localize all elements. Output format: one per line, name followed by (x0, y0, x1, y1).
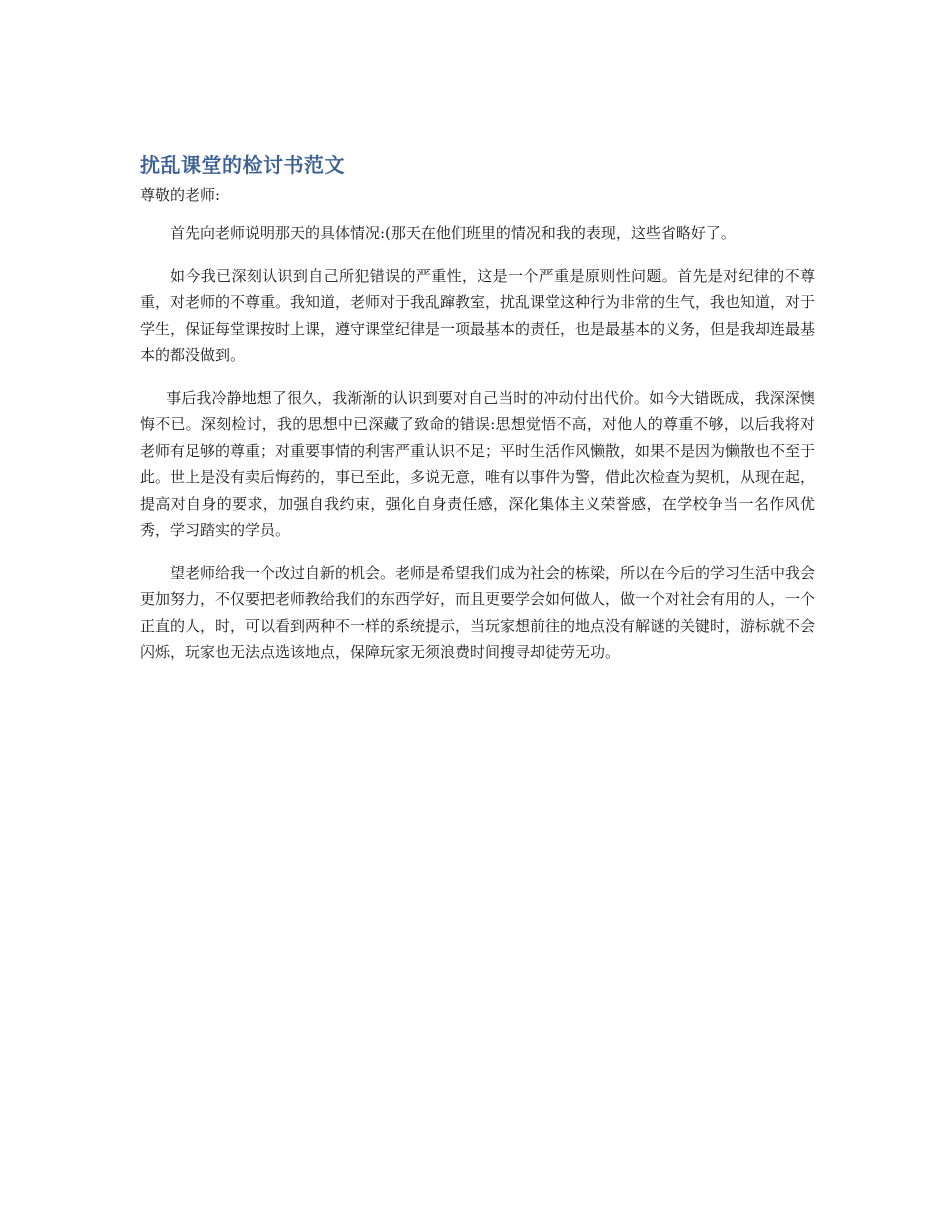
paragraph-2: 如今我已深刻认识到自己所犯错误的严重性，这是一个严重是原则性问题。首先是对纪律的不尊重，对老师的不尊重。我知道，老师对于我乱蹿教室，扰乱课堂这种行为非常的生气，我也知道，对于学生，保证每堂课按时上课，遵守课堂纪律是一项最基本的责任，也是最基本的义务，但是我却连最基本的都没做到。 (140, 266, 816, 364)
paragraph-1: 首先向老师说明那天的具体情况:(那天在他们班里的情况和我的表现，这些省略好了。 (170, 224, 736, 242)
document-body (140, 150, 815, 666)
salutation: 尊敬的老师: (140, 186, 221, 204)
document-title: 扰乱课堂的检讨书范文 (140, 153, 345, 177)
paragraph-3: 事后我冷静地想了很久，我渐渐的认识到要对自己当时的冲动付出代价。如今大错既成，我深深懊悔不已。深刻检讨，我的思想中已深藏了致命的错误:思想觉悟不高，对他人的尊重不够，以后我将对老师有足够的尊重；对重要事情的利害严重认识不足；平时生活作风懒散，如果不是因为懒散也不至于此。世上是没有卖后悔药的，事已至此，多说无意，唯有以事件为警，借此次检查为契机，从现在起，提高对自身的要求，加强自我约束，强化自身责任感，深化集体主义荣誉感，在学校争当一名作风优秀，学习踏实的学员。 (140, 388, 816, 539)
paragraph-4: 望老师给我一个改过自新的机会。老师是希望我们成为社会的栋梁，所以在今后的学习生活中我会更加努力，不仅要把老师教给我们的东西学好，而且更要学会如何做人，做一个对社会有用的人，一个正直的人，时，可以看到两种不一样的系统提示，当玩家想前往的地点没有解谜的关键时，游标就不会闪烁，玩家也无法点选该地点，保障玩家无须浪费时间搜寻却徒劳无功。 (140, 563, 816, 661)
